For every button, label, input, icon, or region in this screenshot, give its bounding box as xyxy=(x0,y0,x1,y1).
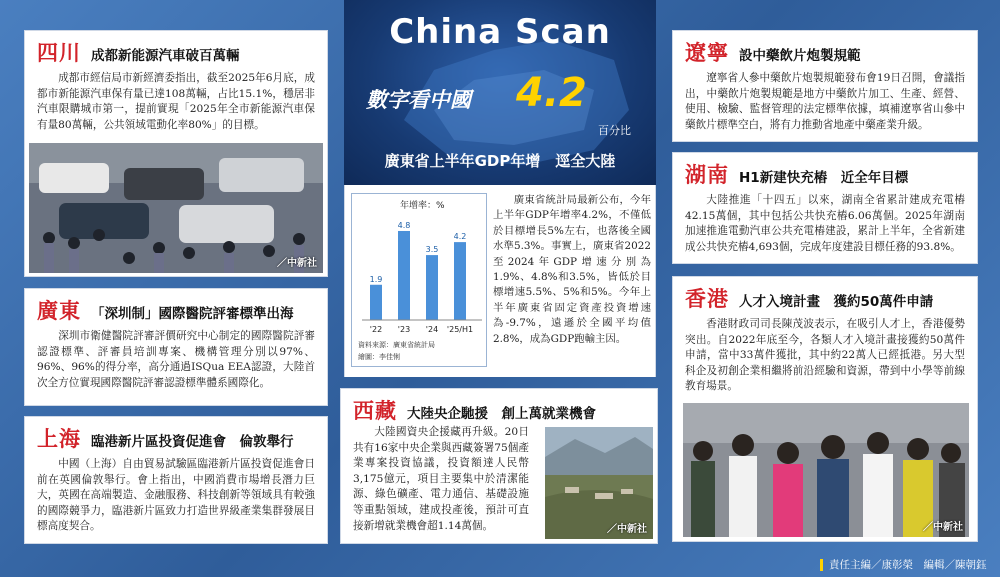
category-tick-label: '23 xyxy=(397,325,411,334)
article-body: 香港財政司司長陳茂波表示，在吸引人才上，香港優勢突出。自2022年底至今，各類人才入境計畫接獲約50萬件申請，當中33萬件獲批，其中約22萬人已經抵港。另大型科企及初創企業相繼將前沿經驗和資源，帶到中小學等前線教育場景。 xyxy=(685,318,965,393)
masthead-panel xyxy=(344,0,656,185)
article-headline: 人才入境計畫 獲約50萬件申請 xyxy=(739,294,934,310)
region-label: 上海 xyxy=(37,427,81,451)
photo-credit: ／中新社 xyxy=(923,522,963,533)
footer-marker xyxy=(820,559,823,571)
hunan-card xyxy=(672,152,978,264)
article-body: 中國（上海）自由貿易試驗區臨港新片區投資促進會日前在英國倫敦舉行。會上指出，中國消費市場增長潛力巨大，英國在高端製造、金融服務、科技創新等領域具有較強的國際競爭力，臨港新片區致力打造世界級產業集群發展目標高度契合。 xyxy=(37,458,315,533)
article-body: 成都市經信局市新經濟委指出，截至2025年6月底，成都市新能源汽車保有量已達108萬輛，占比15.1%，穩居非汽車限購城市第一，提前實現「2025年全市新能源汽車保有量80萬輛，公共領域電動化率80%」的目標。 xyxy=(37,72,315,131)
footer-text: 責任主編／康彰榮 編輯／陳朝鈺 xyxy=(829,559,987,571)
category-tick-label: '24 xyxy=(425,325,439,334)
hongkong-card xyxy=(672,276,978,542)
article-headline: 設中藥飲片炮製規範 xyxy=(739,48,861,64)
center-article xyxy=(344,185,656,377)
chart-title: 年增率：% xyxy=(400,201,445,211)
article-headline: 「深圳制」國際醫院評審標準出海 xyxy=(91,306,294,322)
region-label: 香港 xyxy=(685,287,729,311)
car-show-photo xyxy=(29,143,323,273)
article-body: 大陸國資央企援藏再升級。20日共有16家中央企業與西藏簽署75個產業專案投資協議，投資額達人民幣3,175億元，項目主要集中於清潔能源、綠色礦產、電力通信、基礎設施等重點領域，建成投產後，預計可直接新增就業機會超1.14萬個。 xyxy=(353,426,529,532)
highlight-number: 4.2 xyxy=(516,70,587,116)
chart-source: 資料來源：廣東省統計局 xyxy=(358,341,435,349)
bar-value-label: 4.8 xyxy=(397,220,411,230)
tibet-landscape-photo xyxy=(545,427,653,539)
crowd-illustration xyxy=(683,403,969,537)
tibet-card xyxy=(340,388,658,544)
center-article-body: 廣東省統計局最新公布，今年上半年GDP年增率4.2%，不僅低於目標增長5%左右，也落後全國水準5.3%。事實上，廣東省2022至2024年GDP增速分別為1.9%、4.8%和3.5%，皆低於目標增速5.5%、5%和5%。今年上半年廣東省固定資產投資增速為-9.7%，遠遜於全國平均值2.8%，成為GDP跑輸主因。 xyxy=(493,194,651,345)
article-headline: H1新建快充樁 近全年目標 xyxy=(739,170,909,186)
article-headline: 臨港新片區投資促進會 倫敦舉行 xyxy=(91,434,294,450)
category-tick-label: '25/H1 xyxy=(446,325,474,334)
photo-credit: ／中新社 xyxy=(607,524,647,535)
crowd-photo xyxy=(683,403,969,537)
footer-credits xyxy=(820,557,987,572)
shanghai-card xyxy=(24,416,328,544)
chart-credit: 繪圖：李佳悧 xyxy=(358,353,400,361)
region-label: 四川 xyxy=(37,41,81,65)
masthead-subtitle: 數字看中國 xyxy=(366,88,471,112)
sichuan-card xyxy=(24,30,328,277)
masthead-title: China Scan xyxy=(389,12,611,52)
bar-value-label: 1.9 xyxy=(369,274,383,284)
article-headline: 成都新能源汽車破百萬輛 xyxy=(91,48,240,64)
photo-credit: ／中新社 xyxy=(277,258,317,269)
article-body: 深圳市衛健醫院評審評價研究中心制定的國際醫院評審認證標準、評審員培訓專案、機構管理分別以97%、96%、96%的得分率，高分通過ISQua EEA認證，大陸首次全方位實現國際醫院評審認證標準體系國際化。 xyxy=(37,330,315,389)
liaoning-card xyxy=(672,30,978,142)
highlight-unit: 百分比 xyxy=(598,124,631,137)
region-label: 西藏 xyxy=(353,399,397,423)
bar-'24 xyxy=(426,255,438,320)
region-label: 湖南 xyxy=(685,163,729,187)
region-label: 遼寧 xyxy=(685,41,729,65)
article-body: 大陸推進「十四五」以來，湖南全省累計建成充電樁42.15萬個，其中包括公共快充樁6.06萬個。2025年湖南加速推進電動汽車公共充電樁建設，累計上半年，全省新建成公共快充樁4,693個，完成年度建設目標任務的93.8%。 xyxy=(685,194,965,253)
bar-value-label: 3.5 xyxy=(425,245,439,255)
guangdong-card xyxy=(24,288,328,406)
article-headline: 大陸央企馳援 創上萬就業機會 xyxy=(407,406,596,422)
bar-value-label: 4.2 xyxy=(453,232,467,242)
bar-'25/H1 xyxy=(454,242,466,320)
bar-'22 xyxy=(370,285,382,320)
gdp-bar-chart xyxy=(352,194,488,368)
bar-'23 xyxy=(398,231,410,320)
center-headline: 廣東省上半年GDP年增 逕全大陸 xyxy=(384,152,616,170)
category-tick-label: '22 xyxy=(369,325,383,334)
article-body: 遼寧省人參中藥飲片炮製規範發布會19日召開，會議指出，中藥飲片炮製規範是地方中藥飲片加工、生產、經營、使用、檢驗、監督管理的法定標準依據，填補遼寧省山參中藥飲片標準空白，將有力推動省地產中藥產業升級。 xyxy=(685,72,965,131)
gdp-chart xyxy=(351,193,487,367)
region-label: 廣東 xyxy=(37,299,81,323)
